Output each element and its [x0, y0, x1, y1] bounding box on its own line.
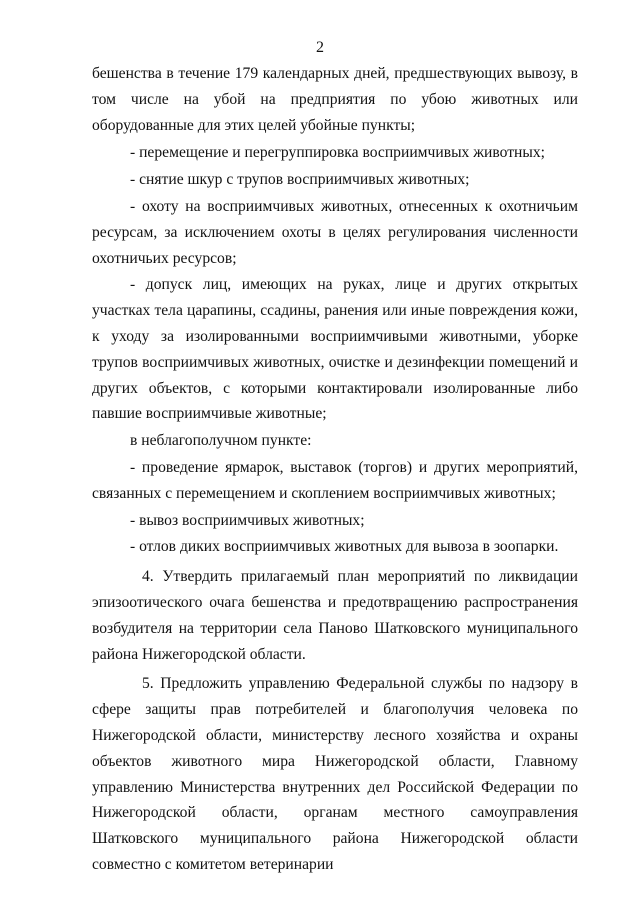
paragraph-continuation: бешенства в течение 179 календарных дней, предшествующих вывозу, в том числе на убой на предприятия по убою животных или оборудованные для этих целей убойные пункты;	[92, 65, 578, 134]
list-item-admission: - допуск лиц, имеющих на руках, лице и других открытых участках тела царапины, ссадины, ранения или иные повреждения кожи, к уходу за изолированными восприимчивыми животными, уборке трупов восприимчивых животных, очистке и дезинфекции помещений и других объектов, с которыми контактировали изолированные либо павшие восприимчивые животные;	[92, 276, 578, 423]
paragraph-item-4: 4. Утвердить прилагаемый план мероприятий по ликвидации эпизоотического очага бешенства и предотвращению распространения возбудителя на территории села Паново Шатковского муниципального района Нижегородской области.	[92, 568, 578, 663]
list-item-skinning: - снятие шкур с трупов восприимчивых животных;	[130, 171, 470, 189]
page-number: 2	[316, 39, 324, 56]
list-item-relocation: - перемещение и перегруппировка восприимчивых животных;	[130, 144, 545, 162]
list-item-trapping: - отлов диких восприимчивых животных для вывоза в зоопарки.	[130, 538, 559, 556]
subheading-affected-area: в неблагополучном пункте:	[130, 432, 312, 450]
paragraph-item-5: 5. Предложить управлению Федеральной службы по надзору в сфере защиты прав потребителей и благополучия человека по Нижегородской области, министерству лесного хозяйства и охраны объектов животного мира Нижегородской области, Главному управлению Министерства внутренних дел Российской Федерации по Нижегородской области, органам местного самоуправления Шатковского муниципального района Нижегородской области совместно с комитетом ветеринарии	[92, 675, 578, 873]
list-item-export: - вывоз восприимчивых животных;	[130, 511, 365, 529]
document-body	[92, 61, 578, 878]
list-item-fairs: - проведение ярмарок, выставок (торгов) и других мероприятий, связанных с перемещением и скоплением восприимчивых животных;	[92, 458, 578, 502]
list-item-hunting: - охоту на восприимчивых животных, отнесенных к охотничьим ресурсам, за исключением охоты в целях регулирования численности охотничьих ресурсов;	[92, 197, 578, 267]
